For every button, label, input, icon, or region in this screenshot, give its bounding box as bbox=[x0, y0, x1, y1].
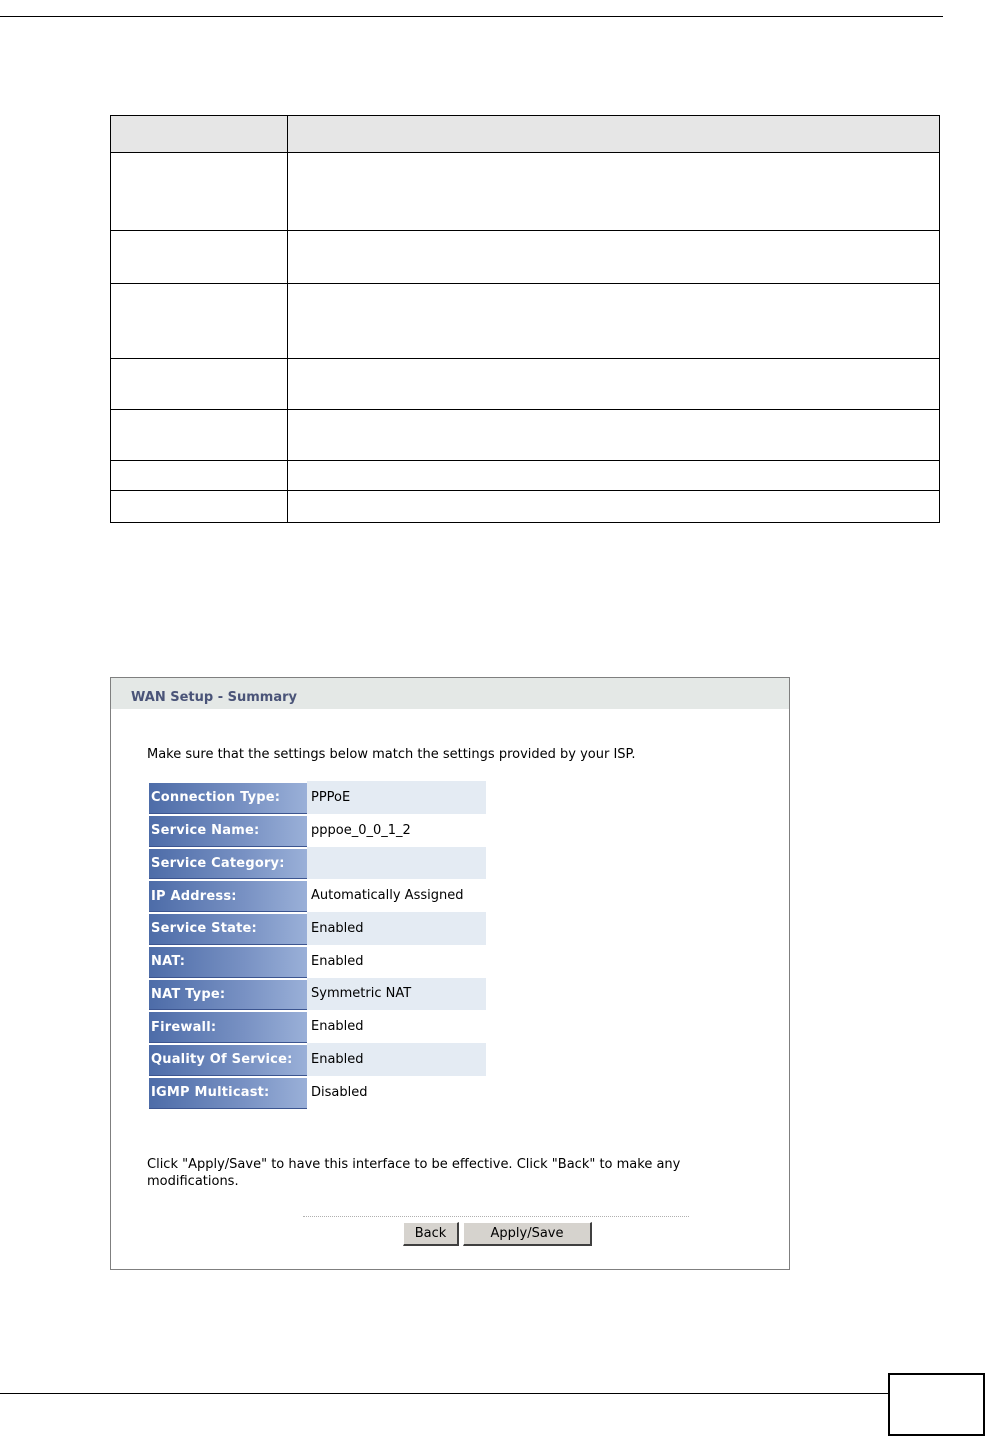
summary-value: Disabled bbox=[311, 1084, 368, 1100]
summary-value: Enabled bbox=[307, 912, 486, 945]
table-row bbox=[111, 231, 940, 284]
summary-row bbox=[149, 847, 486, 880]
header-cell-description bbox=[288, 116, 940, 153]
summary-label: IGMP Multicast: bbox=[149, 1076, 307, 1109]
description-table bbox=[110, 115, 940, 523]
summary-row bbox=[149, 879, 486, 912]
panel-title: WAN Setup - Summary bbox=[111, 678, 789, 710]
summary-label: NAT: bbox=[149, 945, 307, 978]
summary-value: PPPoE bbox=[307, 781, 486, 814]
table-row bbox=[111, 410, 940, 461]
summary-value: Enabled bbox=[311, 953, 364, 969]
summary-row bbox=[149, 781, 486, 814]
summary-value: Enabled bbox=[307, 1043, 486, 1076]
summary-label: NAT Type: bbox=[149, 978, 307, 1011]
summary-row bbox=[149, 1010, 486, 1043]
summary-label: Service Category: bbox=[149, 847, 307, 880]
summary-value: Enabled bbox=[311, 1019, 364, 1035]
summary-label: Service Name: bbox=[149, 814, 307, 847]
table-row bbox=[111, 359, 940, 410]
summary-value bbox=[307, 847, 486, 880]
summary-value: Automatically Assigned bbox=[311, 888, 464, 904]
summary-label: Firewall: bbox=[149, 1010, 307, 1043]
header-cell-label bbox=[111, 116, 288, 153]
summary-row bbox=[149, 814, 486, 847]
summary-label: Service State: bbox=[149, 912, 307, 945]
table-row bbox=[111, 284, 940, 359]
summary-row bbox=[149, 945, 486, 978]
summary-row bbox=[149, 1076, 486, 1109]
wan-setup-summary-panel bbox=[110, 677, 790, 1270]
summary-row bbox=[149, 978, 486, 1011]
summary-table bbox=[149, 781, 486, 1109]
summary-row bbox=[149, 1043, 486, 1076]
page-number-box bbox=[888, 1373, 985, 1436]
dotted-divider bbox=[303, 1216, 689, 1217]
back-button[interactable]: Back bbox=[403, 1222, 459, 1246]
summary-label: Connection Type: bbox=[149, 781, 307, 814]
summary-value: Symmetric NAT bbox=[307, 978, 486, 1011]
summary-label: IP Address: bbox=[149, 879, 307, 912]
summary-label: Quality Of Service: bbox=[149, 1043, 307, 1076]
table-row bbox=[111, 491, 940, 523]
footer-rule bbox=[0, 1393, 888, 1394]
header-rule bbox=[0, 16, 943, 17]
apply-save-button[interactable]: Apply/Save bbox=[463, 1222, 592, 1246]
table-header-row bbox=[111, 116, 940, 153]
summary-value: pppoe_0_0_1_2 bbox=[311, 822, 411, 838]
intro-text: Make sure that the settings below match the settings provided by your ISP. bbox=[147, 747, 636, 762]
table-row bbox=[111, 461, 940, 491]
table-row bbox=[111, 153, 940, 231]
summary-row bbox=[149, 912, 486, 945]
instruction-text: Click "Apply/Save" to have this interface to be effective. Click "Back" to make any modifications. bbox=[147, 1157, 681, 1189]
